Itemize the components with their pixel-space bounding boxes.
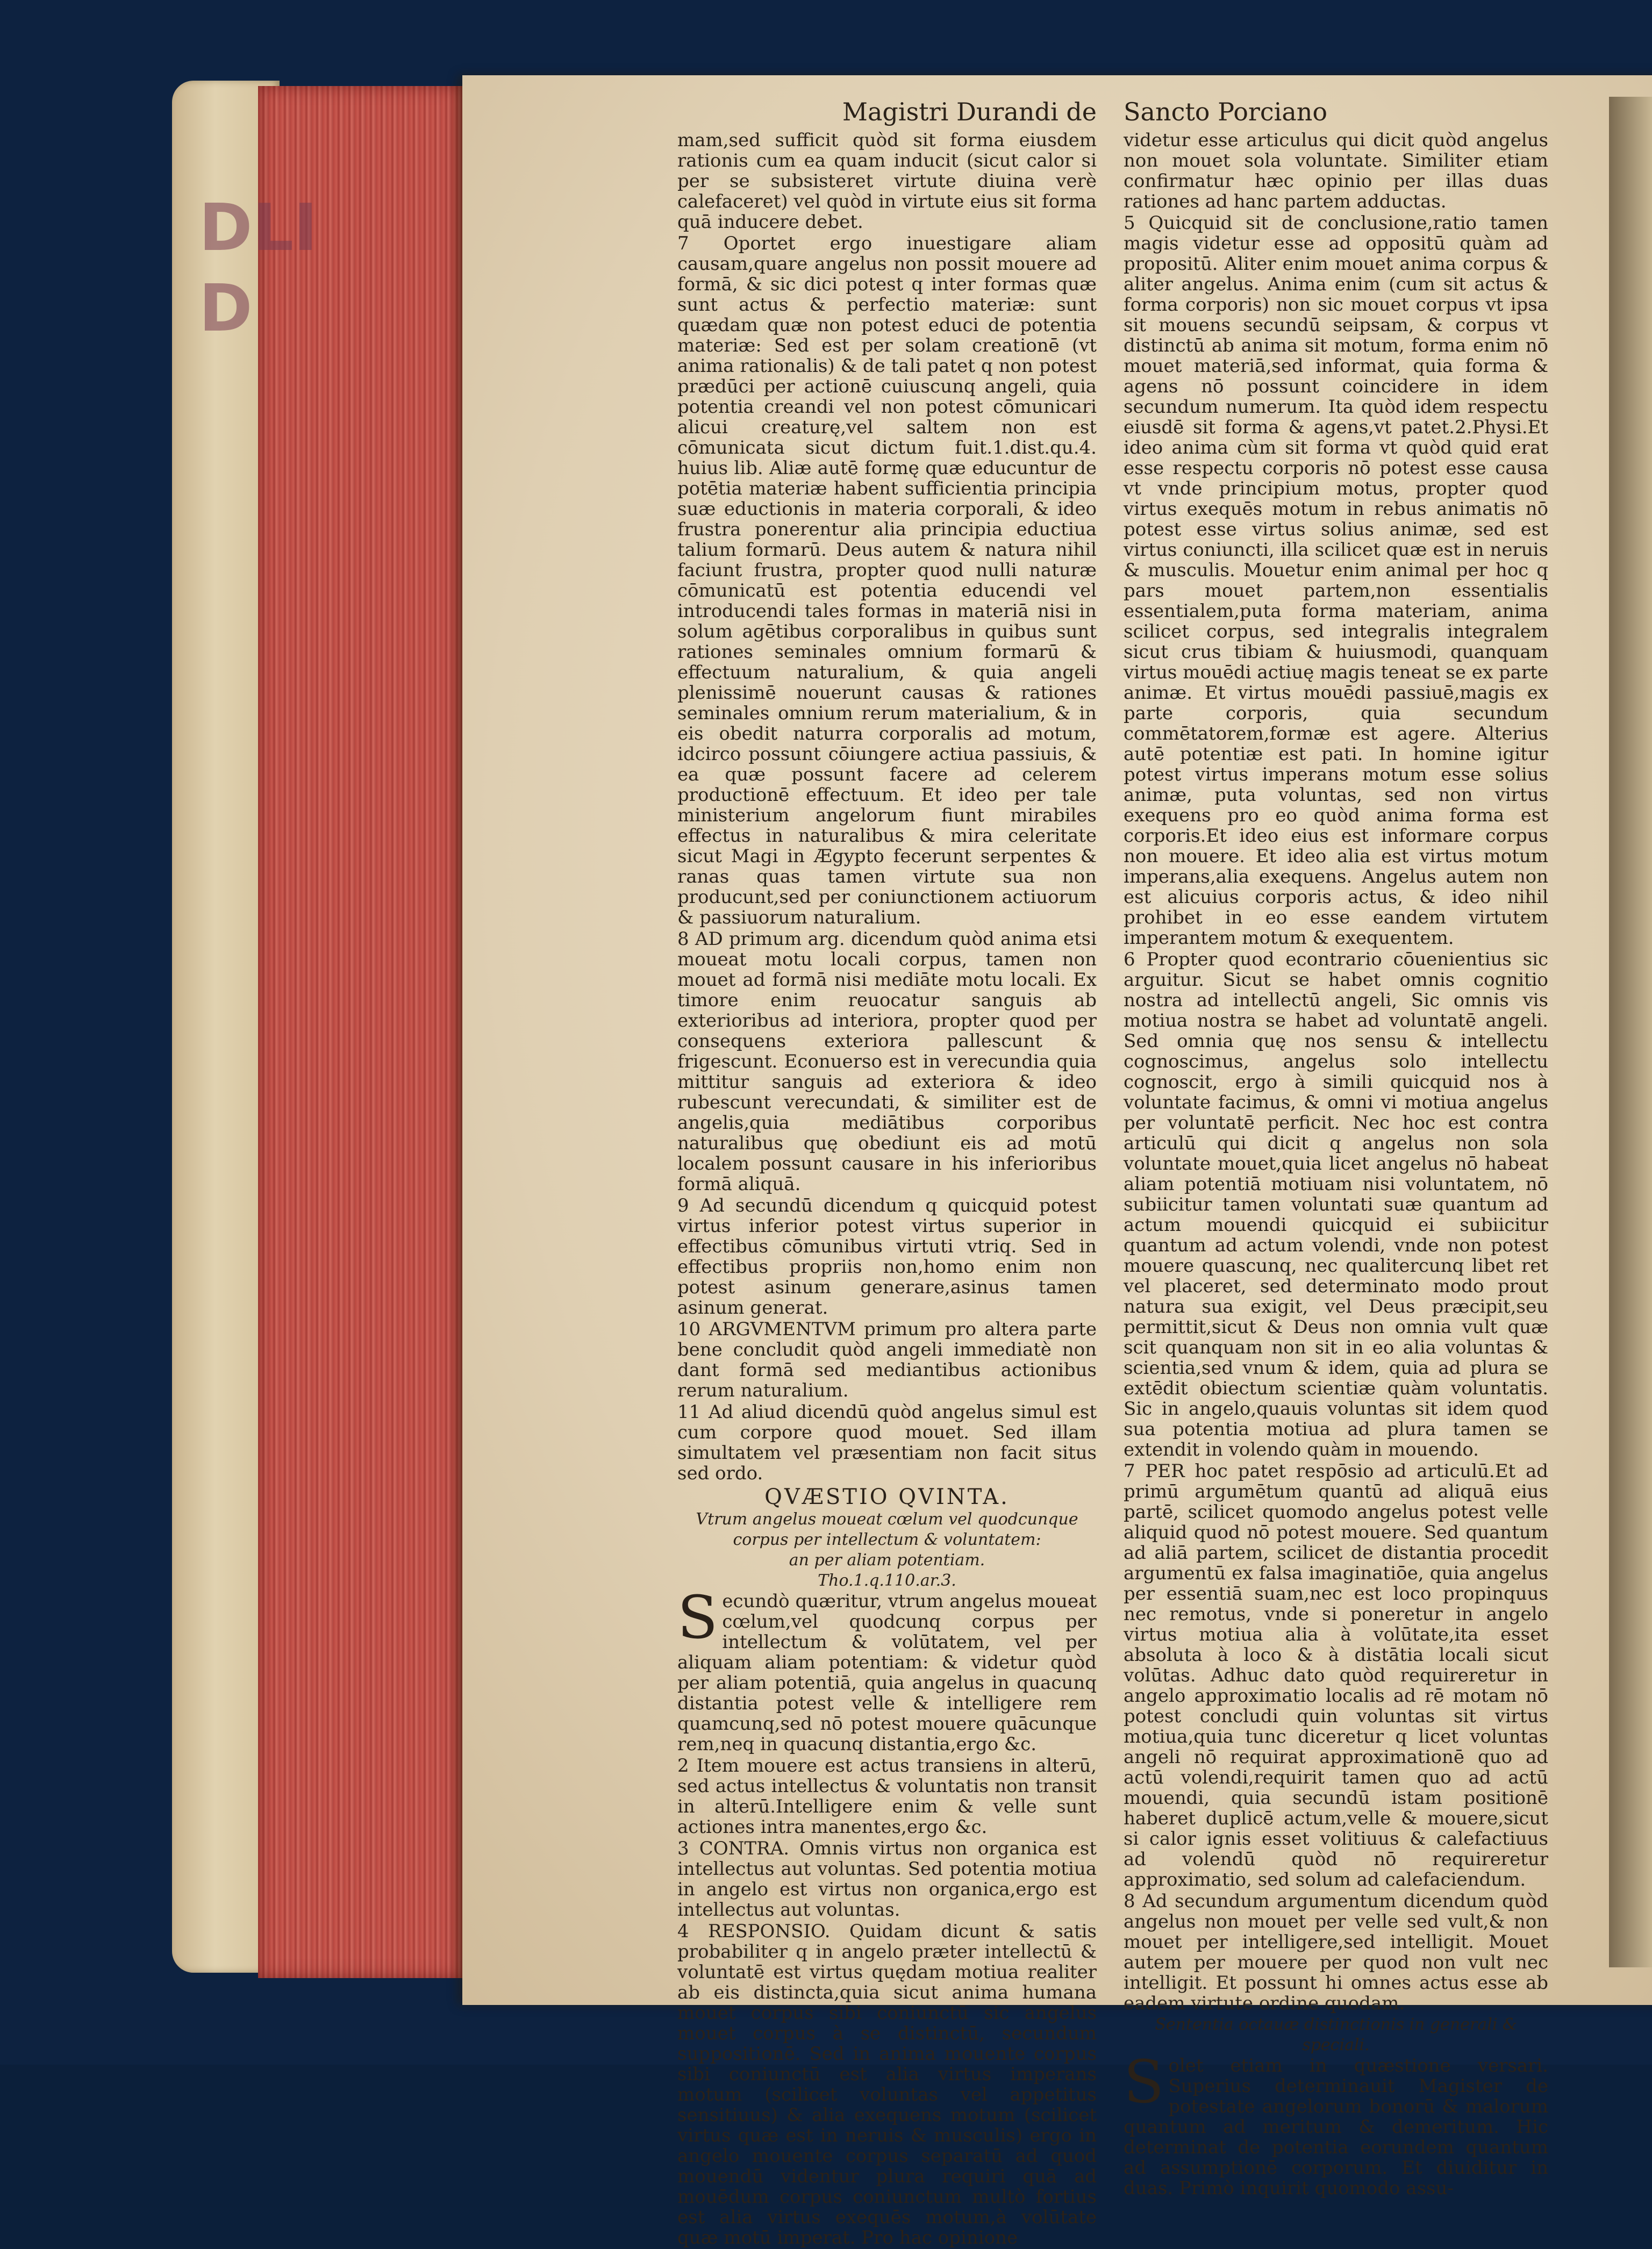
paragraph: Solet etiam in quæstione versari. Superius determinauit Magister de potestate angelorum bonorū & malorum quantum ad meritum & demeritum. Hic determinat de potentia eorundem quantum ad assumptionē corporum. Et diuiditur in duas. Primò inquirit quomodo assu- — [1124, 2047, 1548, 2199]
paragraph: 3 CONTRA. Omnis virtus non organica est intellectus aut voluntas. Sed potentia motiua in angelo est virtus non organica,ergo est intellectus aut voluntas. — [677, 1838, 1097, 1921]
library-stamp: DLI D — [199, 191, 318, 346]
paragraph: 2 Item mouere est actus transiens in alterū, sed actus intellectus & voluntatis non transit in alterū.Intelligere enim & velle sunt actiones intra manentes,ergo &c. — [677, 1755, 1097, 1838]
paragraph: 8 Ad secundum argumentum dicendum quòd angelus non mouet per velle sed vult,& non mouet per intelligere,sed intelligit. Mouet autem per mouere per quod non vult nec intelligit. Et possunt hi omnes actus esse ab eadem virtute ordine quodam. — [1124, 1890, 1548, 2014]
question-subtitle: Vtrum angelus moueat cœlum vel quodcunque corpus per intellectum & voluntatem: — [696, 1510, 1078, 1549]
paragraph: 11 Ad aliud dicendū quòd angelus simul est cum corpore quod mouet. Sed illam simultatem vel præsentiam non facit situs sed ordo. — [677, 1401, 1097, 1484]
paragraph: 5 Quicquid sit de conclusione,ratio tamen magis videtur esse ad oppositū quàm ad propositū. Aliter enim mouet anima corpus & aliter angelus. Anima enim (cum sit actus & forma corporis) non sic mouet corpus vt ipsa sit mouens secundū seipsam, & corpus vt distinctū ab anima sit motum, forma enim nō mouet materiā,sed informat, quia forma & agens nō possunt coincidere in idem secundum numerum. Ita quòd idem respectu eiusdē sit forma & agens,vt patet.2.Physi.Et ideo anima cùm sit forma vt quòd quid erat esse respectu corporis nō potest esse causa vt vnde principium motus, propter quod virtus exequēs motum in rebus animatis nō potest esse virtus solius animæ, sed est virtus coniuncti, illa scilicet quæ est in neruis & musculis. Mouetur enim animal per hoc q pars mouet partem,non essentialis essentialem,puta forma materiam, anima scilicet corpus, sed integralis integralem sicut crus tibiam & huiusmodi, quanquam virtus mouēdi actiuę magis teneat se ex parte animæ. Et virtus mouēdi passiuē,magis ex parte corporis, quia secundum commētatorem,formæ est agere. Alterius autē potentiæ est pati. In homine igitur potest virtus imperans motum esse solius animæ, puta voluntas, sed non virtus exequens pro eo quòd anima forma est corporis.Et ideo eius est informare corpus non mouere. Et ideo alia est virtus motum imperans,alia exequens. Angelus autem non est alicuius corporis actus, & ideo nihil prohibet in eo esse eandem virtutem imperantem motum & exequentem. — [1124, 212, 1548, 949]
section-title: Sententia octauæ distinctionis in generali & speciali. — [1155, 2015, 1517, 2054]
paragraph: videtur esse articulus qui dicit quòd angelus non mouet sola voluntate. Similiter etiam confirmatur hæc opinio per illas duas rationes ad hanc partem adductas. — [1124, 130, 1548, 212]
left-column — [677, 97, 1097, 2249]
facing-page-edge — [1609, 97, 1652, 1967]
question-reference: Tho.1.q.110.ar.3. — [818, 1571, 956, 1590]
question-title: QVÆSTIO QVINTA. — [764, 1485, 1010, 1509]
paragraph: 9 Ad secundū dicendum q quicquid potest virtus inferior potest virtus superior in effectibus cōmunibus virtuti vtriq. Sed in effectibus propriis non,homo enim non potest asinum generare,asinus tamen asinum generat. — [677, 1195, 1097, 1319]
running-head-right: Sancto Porciano — [1124, 97, 1328, 126]
paragraph: 10 ARGVMENTVM primum pro altera parte bene concludit quòd angeli immediatè non dant formā sed mediantibus actionibus rerum naturalium. — [677, 1319, 1097, 1401]
paragraph: mam,sed sufficit quòd sit forma eiusdem rationis cum ea quam inducit (sicut calor si per se subsisteret virtute diuina verè calefaceret) vel quòd in virtute eius sit forma quā inducere debet. — [677, 130, 1097, 233]
paragraph: 6 Propter quod econtrario cōuenientius sic arguitur. Sicut se habet omnis cognitio nostra ad intellectū angeli, Sic omnis vis motiua nostra se habet ad voluntatē angeli. Sed omnia quę nos sensu & intellectu cognoscimus, angelus solo intellectu cognoscit, ergo à simili quicquid nos à voluntate facimus, & omni vi motiua angelus per voluntatē perficit. Nec hoc est contra articulū qui dicit q angelus non sola voluntate mouet,quia licet angelus nō habeat aliam potentiā motiuam nisi voluntatem, nō subiicitur tamen voluntati suæ quantum ad actum mouendi quicquid ei subiicitur quantum ad actum volendi, vnde non potest mouere quascunq, nec qualitercunq libet ret vel placeret, sed determinato modo prout natura sua exigit, vel Deus præcipit,seu permittit,sicut & Deus non omnia vult quæ scit quanquam non sit in eo alia voluntas & scientia,sed vnum & idem, quia ad plura se extēdit obiectum scientiæ quàm voluntatis. Sic in angelo,quauis voluntas sit idem quod sua potentia motiua ad plura tamen se extendit in volendo quàm in mouendo. — [1124, 949, 1548, 1460]
paragraph: Secundò quæritur, vtrum angelus moueat cœlum,vel quodcunq corpus per intellectum & volūtatem, vel per aliquam aliam potentiam: & videtur quòd per aliam potentiā, quia angelus in quacunq distantia potest velle & intelligere rem quamcunq,sed nō potest mouere quācunque rem,neq in quacunq distantia,ergo &c. — [677, 1583, 1097, 1755]
running-head-left: Magistri Durandi de — [842, 97, 1097, 126]
question-subtitle-2: an per aliam potentiam. — [789, 1551, 985, 1570]
paragraph: 4 RESPONSIO. Quidam dicunt & satis probabiliter q in angelo præter intellectū & voluntatē est virtus quędam motiua realiter ab eis distincta,quia sicut anima humana mouet corpus sibi coniunctū sic angelus mouet corpus à se distinctū, secundum suppositionē. Sed in anima mouente corpus sibi coniunctū est alia virtus imperans motum (scilicet voluntas vel appetitus sensitiuus) & alia exequens motum (scilicet virtus quæ est in neruis & musculis) ergo in angelo mouente corpus separatū ad quod mouendū videntur plura requiri quā ad mouēdum corpus coniunctum multò fortius est alia virtus exequēs motum,à volūtate quæ motū imperat. Pro hac opinione — [677, 1921, 1097, 2248]
paragraph: 7 PER hoc patet respōsio ad articulū.Et ad primū argumētum quantū ad aliquā eius partē, scilicet quomodo angelus potest velle aliquid quod nō potest mouere. Sed quantum ad aliā partem, scilicet de distantia procedit argumentū ex falsa imaginatiōe, quia angelus per essentiā suam,nec est loco propinquus nec remotus, vnde si poneretur in angelo virtus motiua alia à volūtate,ita esset absoluta à loco & à distātia locali sicut volūtas. Adhuc dato quòd requireretur in angelo approximatio localis ad rē motam nō potest concludi quin voluntas sit virtus motiua,quia tunc diceretur q licet voluntas angeli nō requirat approximationē quo ad actū volendi,requirit tamen quo ad actū mouendi, quia secundū istam positionē haberet duplicē actum,velle & mouere,sicut si calor ignis esset volitiuus & calefactiuus ad volendū quòd nō requireretur approximatio, sed solum ad calefaciendum. — [1124, 1460, 1548, 1890]
paragraph: 8 AD primum arg. dicendum quòd anima etsi moueat motu locali corpus, tamen non mouet ad formā nisi mediāte motu locali. Ex timore enim reuocatur sanguis ab exterioribus ad interiora, propter quod per consequens exteriora pallescunt & frigescunt. Econuerso est in verecundia quia mittitur sanguis ad exteriora & ideo rubescunt verecundati, & similiter est de angelis,quia mediātibus corporibus naturalibus quę obediunt eis ad motū localem possunt causare in his inferioribus formā aliquā. — [677, 928, 1097, 1195]
right-column — [1124, 97, 1548, 2200]
paragraph: 7 Oportet ergo inuestigare aliam causam,quare angelus non possit mouere ad formā, & sic dici potest q inter formas quæ sunt actus & perfectio materiæ: sunt quædam quæ non potest educi de potentia materiæ: Sed est per solam creationē (vt anima rationalis) & de tali patet q non potest prædūci per actionē cuiuscunq angeli, quia potentia creandi vel non potest cōmunicari alicui creaturę,vel saltem non est cōmunicata sicut dictum fuit.1.dist.qu.4. huius lib. Aliæ autē formę quæ educuntur de potētia materiæ habent sufficientia principia suæ eductionis in materia corporali, & ideo frustra ponerentur alia principia eductiua talium formarū. Deus autem & natura nihil faciunt frustra, propter quod nulli naturæ cōmunicatū est potentia educendi vel introducendi tales formas in materiā nisi in solum agētibus corporalibus in quibus sunt rationes seminales omnium formarū & effectuum naturalium, & quia angeli plenissimē nouerunt causas & rationes seminales omnium rerum materialium, & in eis obedit naturra corporalis ad motum, idcirco possunt cōiungere actiua passiuis, & ea quæ possunt facere ad celerem productionē effectuum. Et ideo per tale ministerium angelorum fiunt mirabiles effectus in naturalibus & mira celeritate sicut Magi in Ægypto fecerunt serpentes & ranas quas tamen virtute sua non producunt,sed per coniunctionem actiuorum & passiuorum naturalium. — [677, 233, 1097, 928]
